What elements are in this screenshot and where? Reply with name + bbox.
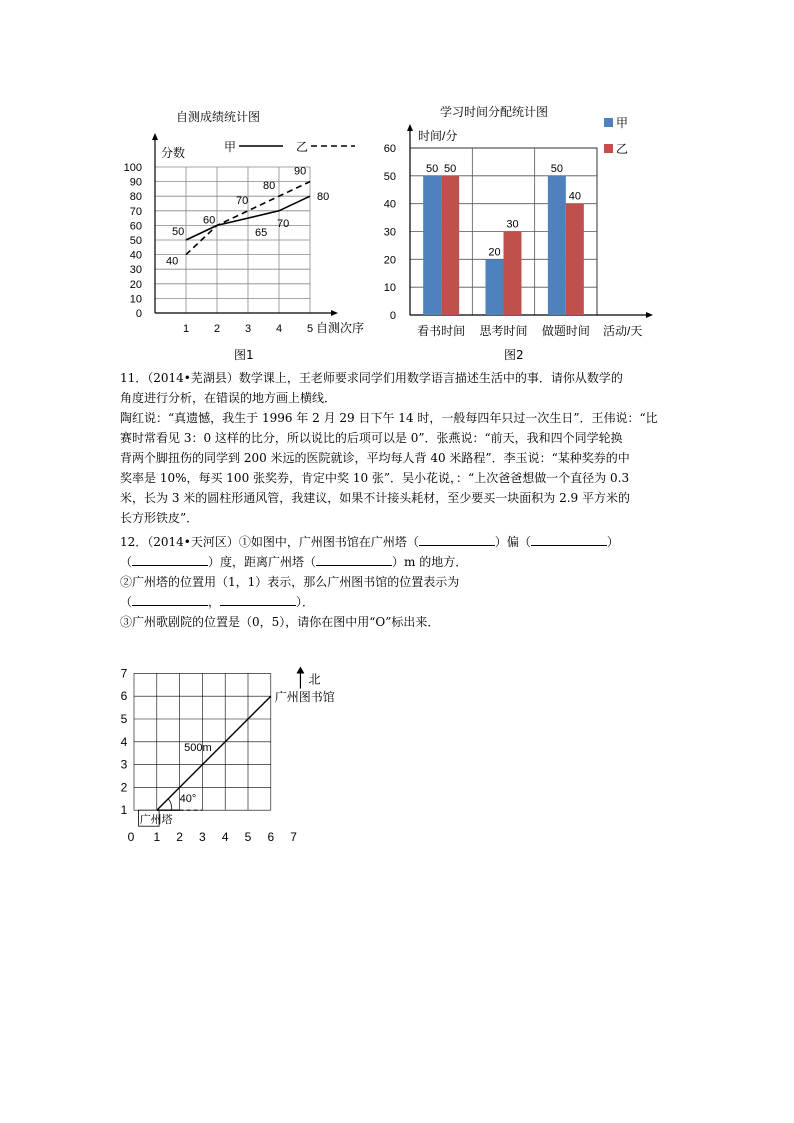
figure1-title: 自测成绩统计图 <box>176 110 261 124</box>
x-tick-label: 3 <box>199 830 206 844</box>
legend-label-yi: 乙 <box>296 140 309 154</box>
bar-jia <box>548 176 566 315</box>
y-axis-label: 分数 <box>161 146 186 160</box>
q11-line: 奖率是 10%，每买 100 张奖券，肯定中奖 10 张”．吴小花说，：“上次爸爸想做一个直径为 0.3 <box>120 471 630 485</box>
data-label-jia: 60 <box>203 214 216 227</box>
data-label-yi: 90 <box>294 165 307 178</box>
data-label-yi: 70 <box>236 194 249 207</box>
q11-line: 米，长为 3 米的圆柱形通风管，我建议，如果不计接头耗材，至少要买一块面积为 2.9 平方米的 <box>120 491 630 505</box>
x-tick-label: 4 <box>275 323 283 335</box>
y-tick-label: 1 <box>120 803 128 818</box>
q11-line: 背两个脚扭伤的同学到 200 米远的医院就诊，平均每人背 40 米路程”．李玉说：“某种奖券的中 <box>120 451 630 465</box>
x-tick-label: 1 <box>153 830 161 844</box>
y-tick-label: 2 <box>120 780 128 795</box>
y-tick-label: 60 <box>129 220 142 233</box>
legend-label: 乙 <box>616 142 629 156</box>
location-map[interactable] <box>110 645 380 850</box>
q11-line: 11．（2014•芜湖县）数学课上，王老师要求同学们用数学语言描述生活中的事．请你从数学的 <box>120 371 623 385</box>
data-label-jia: 65 <box>255 227 268 240</box>
x-tick-label: 3 <box>244 323 252 335</box>
data-label-yi: 40 <box>166 255 179 268</box>
answer-blank-angle[interactable] <box>132 553 208 566</box>
data-label-jia: 70 <box>277 217 290 230</box>
y-tick-label: 60 <box>383 143 396 155</box>
y-tick-label: 50 <box>129 235 142 247</box>
y-tick-label: 40 <box>383 198 396 211</box>
bar-jia <box>486 259 504 315</box>
y-tick-label: 10 <box>129 293 142 306</box>
y-tick-label: 20 <box>129 278 142 291</box>
x-axis-arrow <box>331 310 338 316</box>
tower-label: 广州塔 <box>139 814 173 827</box>
bar-value-label: 50 <box>550 162 563 175</box>
category-label: 看书时间 <box>417 324 466 338</box>
answer-blank-coord-y[interactable] <box>220 593 296 606</box>
y-tick-label: 50 <box>383 170 396 183</box>
q11-line: 陶红说：“真遗憾，我生于 1996 年 2 月 29 日下午 14 时，一般每四年只过一次生日”．王伟说：“比 <box>120 411 658 425</box>
q12-line4: （ ， ）． <box>120 595 315 609</box>
x-axis-arrow <box>646 312 653 318</box>
x-tick-label: 5 <box>244 830 252 844</box>
bar-yi <box>566 204 584 315</box>
bar-jia <box>423 176 441 315</box>
x-tick-label: 0 <box>127 830 135 844</box>
y-tick-label: 70 <box>129 205 142 218</box>
library-label: 广州图书馆 <box>274 690 335 705</box>
y-tick-label: 6 <box>120 689 128 704</box>
figure2-caption: 图2 <box>504 348 524 362</box>
data-label-yi: 80 <box>263 180 276 193</box>
bar-value-label: 50 <box>444 162 457 175</box>
x-tick-label: 2 <box>213 323 221 335</box>
y-axis-arrow <box>152 133 158 140</box>
bar-value-label: 30 <box>506 218 519 231</box>
y-tick-label: 100 <box>123 162 142 174</box>
y-tick-label: 3 <box>120 757 128 772</box>
question-12 <box>120 532 676 632</box>
y-tick-label: 5 <box>120 712 128 726</box>
distance-label: 500m <box>184 741 212 754</box>
q12-line3: ②广州塔的位置用（1，1）表示，那么广州图书馆的位置表示为 <box>120 575 460 589</box>
y-tick-label: 30 <box>383 226 396 239</box>
q11-line: 长方形铁皮”． <box>120 511 199 525</box>
north-label: 北 <box>308 672 321 687</box>
y-tick-label: 40 <box>129 249 142 262</box>
x-tick-label: 7 <box>290 830 297 844</box>
q11-line: 赛时常看见 3：0 这样的比分，所以说比的后项可以是 0”．张燕说：“前天，我和四个同学轮换 <box>120 431 623 445</box>
data-label-jia: 50 <box>172 226 185 238</box>
y-tick-label: 20 <box>383 254 396 267</box>
q12-line1: 12．（2014•天河区）①如图中，广州图书馆在广州塔（ ）偏（ ） <box>120 535 619 549</box>
q12-line5: ③广州歌剧院的位置是（0，5），请你在图中用“O”标出来． <box>120 615 440 629</box>
x-tick-label: 4 <box>221 830 229 844</box>
category-label: 做题时间 <box>541 324 590 338</box>
y-tick-label: 4 <box>120 734 128 749</box>
bar-value-label: 20 <box>488 246 501 259</box>
y-tick-label: 7 <box>120 666 128 681</box>
x-axis-label: 活动/天 <box>603 324 643 338</box>
question-11 <box>120 368 676 528</box>
y-axis-label: 时间/分 <box>418 129 458 143</box>
bar-yi <box>504 232 522 316</box>
legend-swatch <box>604 118 613 127</box>
angle-arc <box>168 799 172 810</box>
q12-line2: （ ）度，距离广州塔（ ）m 的地方． <box>120 555 468 569</box>
figure2-bar-chart <box>372 112 672 344</box>
x-axis-label: 自测次序 <box>316 321 365 335</box>
category-label: 思考时间 <box>479 324 528 338</box>
figure1-caption: 图1 <box>234 348 254 362</box>
legend-swatch <box>604 144 613 153</box>
legend-label: 甲 <box>616 116 629 130</box>
x-tick-label: 1 <box>182 323 190 335</box>
y-tick-label: 10 <box>383 282 396 295</box>
y-tick-label: 80 <box>129 191 142 204</box>
data-label-jia: 80 <box>317 191 330 204</box>
y-tick-label: 0 <box>135 308 142 320</box>
bar-yi <box>441 176 459 315</box>
bar-value-label: 40 <box>568 190 581 203</box>
q11-line: 角度进行分析，在错误的地方画上横线． <box>120 391 337 405</box>
y-tick-label: 0 <box>389 310 396 322</box>
x-tick-label: 2 <box>176 830 183 844</box>
bar-value-label: 50 <box>426 162 439 175</box>
legend-label-jia: 甲 <box>224 140 237 154</box>
answer-blank-distance[interactable] <box>316 553 392 566</box>
x-tick-label: 5 <box>306 323 314 335</box>
answer-blank-direction-1[interactable] <box>419 533 495 546</box>
y-axis-arrow <box>407 124 413 131</box>
figure1-line-chart <box>120 130 370 350</box>
route-line <box>157 696 271 810</box>
angle-label: 40° <box>179 793 197 806</box>
y-tick-label: 30 <box>129 264 142 277</box>
x-tick-label: 6 <box>267 830 275 844</box>
answer-blank-direction-2[interactable] <box>531 533 607 546</box>
y-tick-label: 90 <box>129 176 142 189</box>
figure2-title: 学习时间分配统计图 <box>440 105 549 119</box>
answer-blank-coord-x[interactable] <box>132 593 208 606</box>
north-arrow-icon <box>296 667 304 674</box>
